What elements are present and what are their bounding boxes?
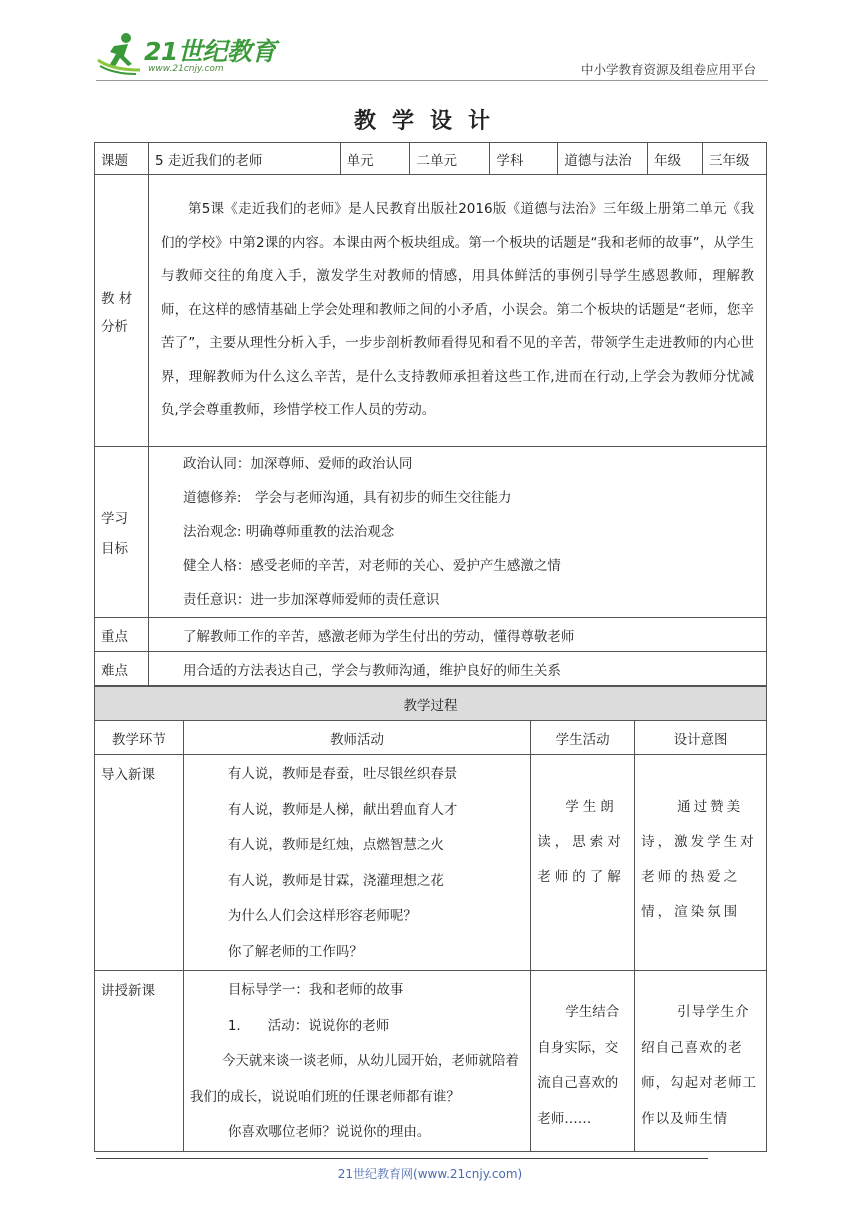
logo-url: www.21cnjy.com bbox=[148, 64, 224, 74]
lesson-value: 5 走近我们的老师 bbox=[148, 143, 340, 175]
table-row bbox=[95, 971, 767, 1152]
analysis-cell bbox=[148, 175, 766, 447]
grade-value: 三年级 bbox=[703, 143, 767, 175]
key-point-text: 了解教师工作的辛苦，感激老师为学生付出的劳动，懂得尊敬老师 bbox=[148, 618, 766, 652]
stage-cell: 导入新课 bbox=[95, 755, 184, 971]
logo bbox=[96, 28, 276, 80]
teacher-paragraph: 今天就来谈一谈老师，从幼儿园开始，老师就陪着我们的成长，说说咱们班的任课老师都有谁？ bbox=[189, 1053, 519, 1105]
process-title: 教学过程 bbox=[95, 687, 767, 721]
page-header bbox=[0, 0, 860, 90]
student-activity-text: 学生朗读，思索对老师的了解 bbox=[537, 799, 625, 885]
goal-item: 健全人格：感受老师的辛苦，对老师的关心、爱护产生感激之情 bbox=[182, 558, 561, 574]
student-activity-cell bbox=[531, 971, 635, 1152]
goal-item: 责任意识：进一步加深尊师爱师的责任意识 bbox=[182, 592, 440, 608]
design-intent-text: 引导学生介绍自己喜欢的老师，勾起对老师工作以及师生情 bbox=[641, 1004, 758, 1127]
goal-item: 法治观念: 明确尊师重教的法治观念 bbox=[182, 524, 395, 540]
process-title-row bbox=[95, 687, 767, 721]
teacher-line: 目标导学一：我和老师的故事 bbox=[227, 982, 404, 998]
goals-cell bbox=[148, 447, 766, 618]
logo-text: 21世纪教育 bbox=[144, 37, 276, 66]
difficulty-row bbox=[95, 652, 767, 686]
subject-value: 道德与法治 bbox=[558, 143, 648, 175]
footer-divider bbox=[96, 1158, 708, 1159]
subject-label: 学科 bbox=[490, 143, 558, 175]
goals-row bbox=[95, 447, 767, 618]
student-activity-text: 学生结合自身实际，交流自己喜欢的老师…… bbox=[537, 1004, 620, 1127]
key-point-label: 重点 bbox=[95, 618, 149, 652]
goal-item: 政治认同：加深尊师、爱师的政治认同 bbox=[182, 456, 413, 472]
teacher-line: 1. 活动：说说你的老师 bbox=[227, 1017, 390, 1034]
student-activity-cell bbox=[531, 755, 635, 971]
goals-label-line1: 学习 bbox=[101, 511, 128, 527]
header-divider bbox=[96, 80, 768, 81]
unit-label: 单元 bbox=[340, 143, 410, 175]
difficulty-label: 难点 bbox=[95, 652, 149, 686]
goals-label-line2: 目标 bbox=[101, 541, 128, 557]
teacher-line: 你了解老师的工作吗？ bbox=[227, 943, 363, 960]
teacher-line: 为什么人们会这样形容老师呢？ bbox=[227, 908, 417, 924]
design-intent-cell bbox=[635, 755, 767, 971]
column-header-intent: 设计意图 bbox=[635, 721, 767, 755]
lesson-info-table bbox=[94, 142, 767, 686]
footer-link[interactable]: 21世纪教育网(www.21cnjy.com) bbox=[337, 1167, 523, 1181]
unit-value: 二单元 bbox=[410, 143, 490, 175]
teacher-activity-cell bbox=[183, 755, 530, 971]
design-intent-cell bbox=[635, 971, 767, 1152]
analysis-label-line1: 教 材 bbox=[101, 290, 133, 307]
goal-item: 道德修养: 学会与老师沟通，具有初步的师生交往能力 bbox=[182, 490, 512, 506]
teacher-line: 有人说，教师是春蚕，吐尽银丝织春景 bbox=[227, 766, 458, 782]
stage-cell: 讲授新课 bbox=[95, 971, 184, 1152]
info-row bbox=[95, 143, 767, 175]
teacher-line: 有人说，教师是人梯，献出碧血育人才 bbox=[227, 801, 458, 818]
lesson-label: 课题 bbox=[95, 143, 149, 175]
teacher-line: 你喜欢哪位老师？说说你的理由。 bbox=[227, 1124, 431, 1140]
grade-label: 年级 bbox=[648, 143, 703, 175]
process-column-headers bbox=[95, 721, 767, 755]
analysis-row bbox=[95, 175, 767, 447]
key-point-row bbox=[95, 618, 767, 652]
analysis-label bbox=[95, 175, 149, 447]
column-header-student: 学生活动 bbox=[531, 721, 635, 755]
platform-name: 中小学教育资源及组卷应用平台 bbox=[580, 62, 756, 77]
teaching-process-table bbox=[94, 686, 767, 1152]
teacher-line: 有人说，教师是甘霖，浇灌理想之花 bbox=[227, 872, 444, 889]
analysis-label-line2: 分析 bbox=[101, 318, 128, 335]
column-header-stage: 教学环节 bbox=[95, 721, 184, 755]
teacher-activity-cell bbox=[183, 971, 530, 1152]
analysis-text: 第5课《走近我们的老师》是人民教育出版社2016版《道德与法治》三年级上册第二单元《我们的学校》中第2课的内容。本课由两个板块组成。第一个板块的话题是“我和老师的故事”，从学生与教师交往的角度入手，激发学生对教师的情感，用具体鲜活的事例引导学生感恩教师，理解教师，在这样的感情基础上学会处理和教师之间的小矛盾，小误会。第二个板块的话题是“老师，您辛苦了”，主要从理性分析入手，一步步剖析教师看得见和看不见的辛苦，带领学生走进教师的内心世界，理解教师为什么这么辛苦，是什么支持教师承担着这些工作,进而在行动,上学会为教师分忧减负,学会尊重教师，珍惜学校工作人员的劳动。 bbox=[160, 201, 754, 419]
table-row bbox=[95, 755, 767, 971]
difficulty-text: 用合适的方法表达自己，学会与教师沟通，维护良好的师生关系 bbox=[148, 652, 766, 686]
document-title: 教学设计 bbox=[353, 109, 506, 134]
design-intent-text: 通过赞美诗，激发学生对老师的热爱之情，渲染氛围 bbox=[641, 799, 757, 920]
column-header-teacher: 教师活动 bbox=[183, 721, 530, 755]
runner-logo-icon bbox=[96, 30, 142, 76]
teacher-line: 有人说，教师是红烛，点燃智慧之火 bbox=[227, 837, 444, 853]
goals-label bbox=[95, 447, 149, 618]
